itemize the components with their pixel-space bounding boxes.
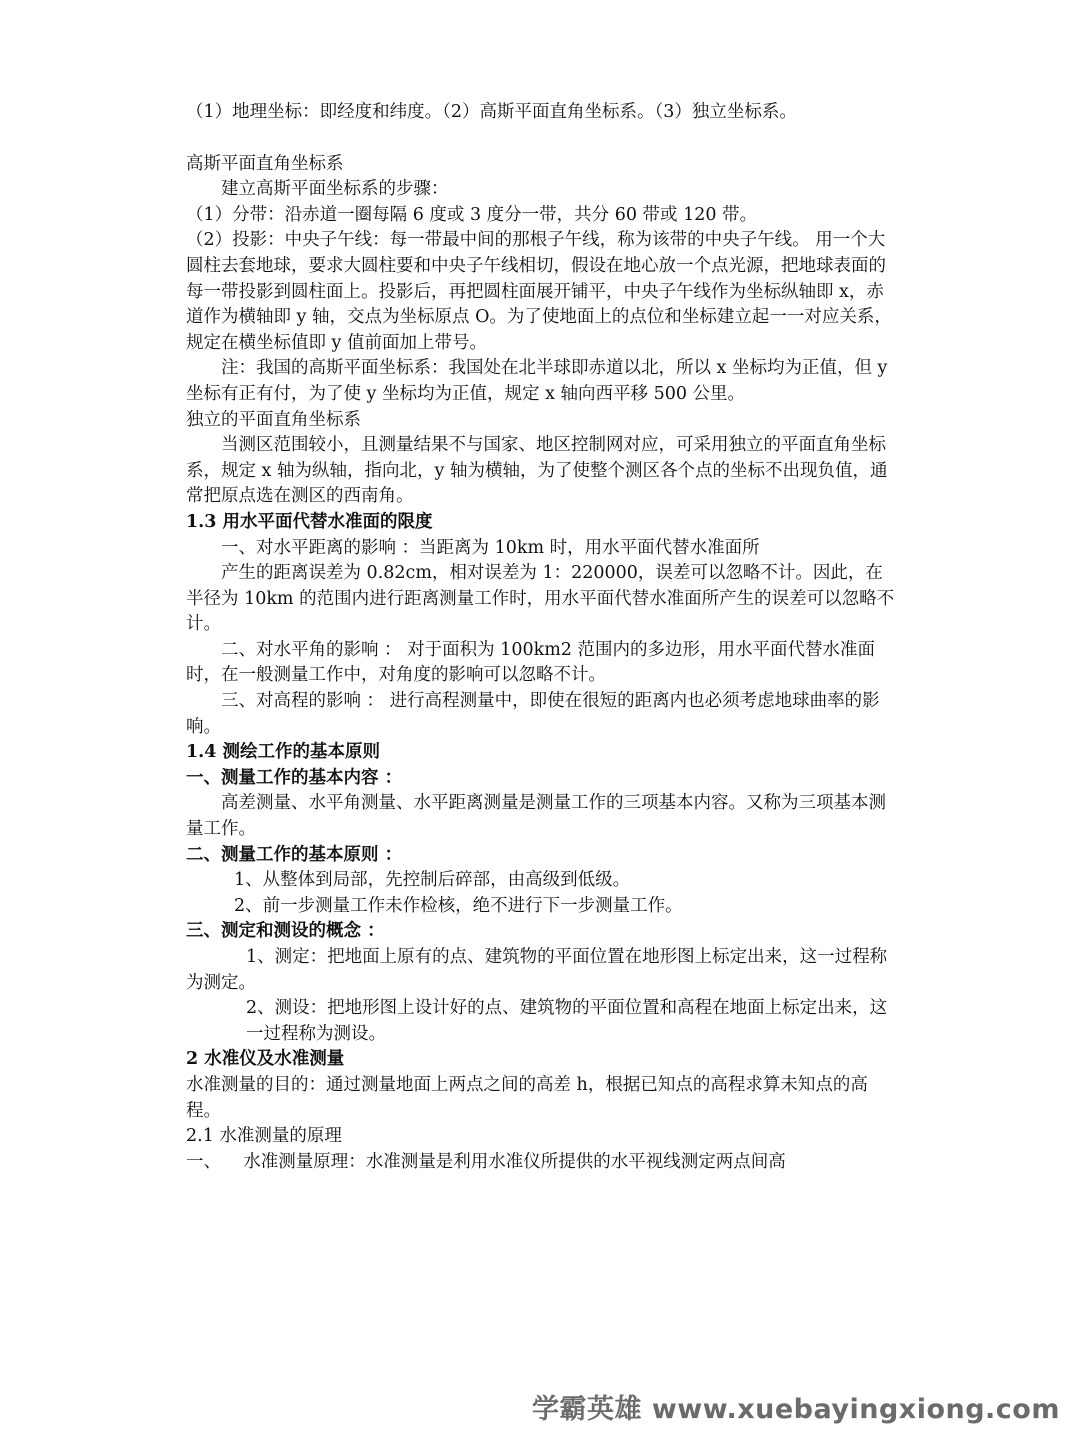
gauss-note: 注：我国的高斯平面坐标系：我国处在北半球即赤道以北，所以 x 坐标均为正值，但 y 坐标有正有付，为了使 y 坐标均为正值，规定 x 轴向西平移 500 公里。 <box>186 358 888 404</box>
leveling-principle-line: 一、 水准测量原理：水准测量是利用水准仪所提供的水平视线测定两点间高 <box>186 1151 786 1172</box>
section-2-heading: 2 水准仪及水准测量 <box>186 1049 345 1070</box>
concept-item-2: 2、测设：把地形图上设计好的点、建筑物的平面位置和高程在地面上标定出来，这一过程称为测设。 <box>246 998 888 1044</box>
angle-effect-paragraph: 二、对水平角的影响 ： 对于面积为 100km2 范围内的多边形，用水平面代替水准面时，在一般测量工作中，对角度的影响可以忽略不计。 <box>186 639 875 686</box>
section-1-3-heading: 1.3 用水平面代替水准面的限度 <box>186 511 433 532</box>
basic-content-heading: 一、测量工作的基本内容 ： <box>186 767 403 788</box>
distance-effect-line: 一、对水平距离的影响 ：当距离为 10km 时，用水平面代替水准面所 <box>221 537 760 558</box>
basic-content-paragraph: 高差测量、水平角测量、水平距离测量是测量工作的三项基本内容。又称为三项基本测量工作。 <box>186 793 886 840</box>
gauss-heading: 高斯平面直角坐标系 <box>186 153 344 174</box>
coordinate-types-line: （1）地理坐标：即经度和纬度。（2）高斯平面直角坐标系。（3）独立坐标系。 <box>186 102 797 122</box>
watermark-text: 学霸英雄 www.xuebayingxiong.com <box>531 1394 1060 1425</box>
concept-heading: 三、测定和测设的概念 ： <box>186 921 385 942</box>
document-page <box>186 100 898 1175</box>
basic-principle-heading: 二、测量工作的基本原则 ： <box>186 844 403 865</box>
section-1-4-heading: 1.4 测绘工作的基本原则 <box>186 742 381 763</box>
principle-item-1: 1、从整体到局部，先控制后碎部，由高级到低级。 <box>234 870 631 891</box>
leveling-purpose-paragraph: 水准测量的目的：通过测量地面上两点之间的高差 h，根据已知点的高程求算未知点的高程。 <box>186 1074 868 1121</box>
distance-effect-paragraph: 产生的距离误差为 0.82cm，相对误差为 1：220000，误差可以忽略不计。因此，在半径为 10km 的范围内进行距离测量工作时，用水平面代替水准面所产生的误差可以忽略不计。 <box>186 563 895 635</box>
gauss-step-1: （1）分带：沿赤道一圈每隔 6 度或 3 度分一带，共分 60 带或 120 带。 <box>186 204 758 225</box>
elevation-effect-paragraph: 三、对高程的影响 ： 进行高程测量中，即使在很短的距离内也必须考虑地球曲率的影响。 <box>186 691 880 737</box>
gauss-step-2: （2）投影：中央子午线：每一带最中间的那根子午线，称为该带的中央子午线。 用一个大圆柱去套地球，要求大圆柱要和中央子午线相切，假设在地心放一个点光源，把地球表面的每一带投影到圆柱面上。投影后，再把圆柱面展开铺平，中央子午线作为坐标纵轴即 x，赤道作为横轴即 y 轴，交点为坐标原点 O。为了使地面上的点位和坐标建立起一一对应关系，规定在横坐标值即 y 值前面加上带号。 <box>186 230 892 353</box>
concept-item-1: 1、测定：把地面上原有的点、建筑物的平面位置在地形图上标定出来，这一过程称为测定。 <box>186 947 888 993</box>
blank-line <box>186 126 898 152</box>
independent-heading: 独立的平面直角坐标系 <box>186 409 361 430</box>
principle-item-2: 2、前一步测量工作未作检核，绝不进行下一步测量工作。 <box>234 895 683 916</box>
independent-paragraph: 当测区范围较小，且测量结果不与国家、地区控制网对应，可采用独立的平面直角坐标系，规定 x 轴为纵轴，指向北，y 轴为横轴，为了使整个测区各个点的坐标不出现负值，通常把原点选在测区的西南角。 <box>186 435 888 507</box>
section-2-1-heading: 2.1 水准测量的原理 <box>186 1126 342 1147</box>
gauss-steps-intro: 建立高斯平面坐标系的步骤： <box>221 179 449 200</box>
